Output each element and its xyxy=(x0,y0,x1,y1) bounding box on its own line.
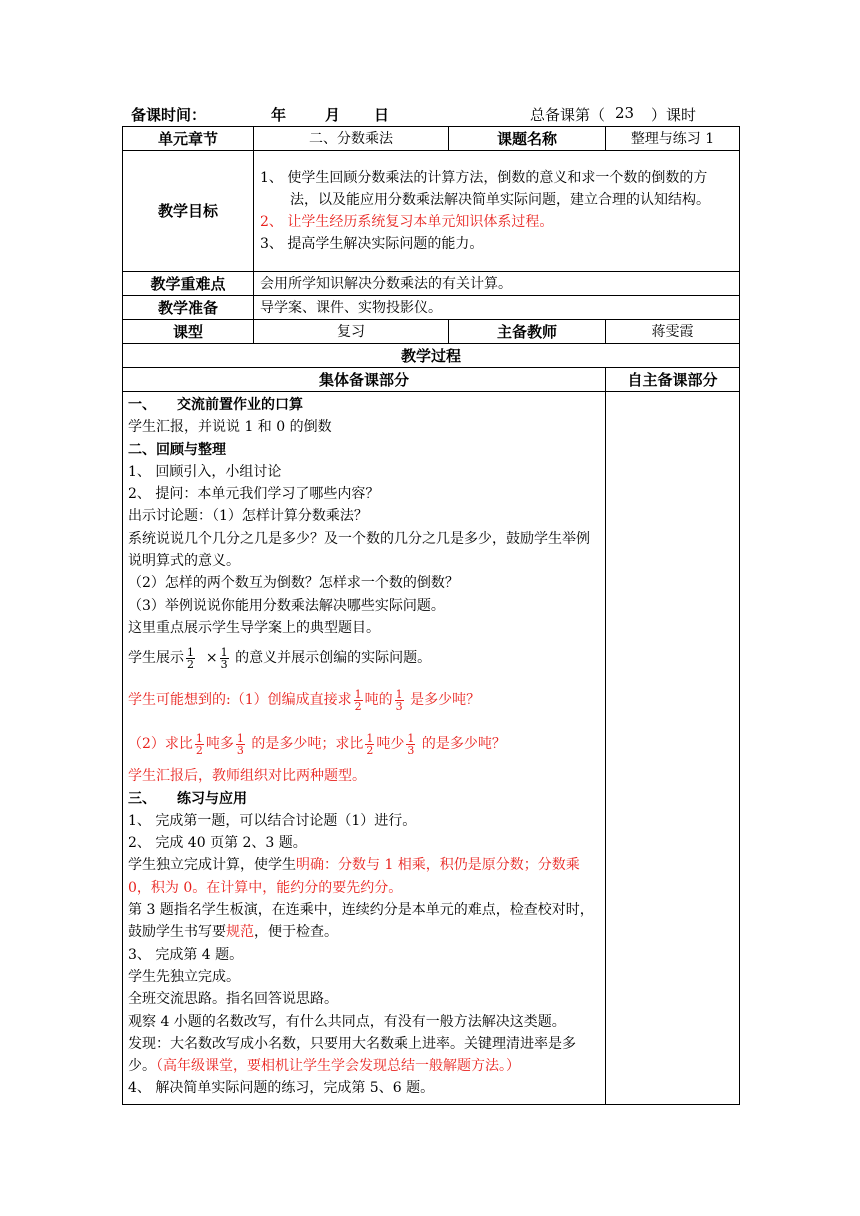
process-title: 教学过程 xyxy=(123,344,740,368)
text-segment: 学生独立完成计算，使学生 xyxy=(128,857,296,874)
fraction-denominator: 3 xyxy=(407,743,415,757)
text-line: 学生先独立完成。 xyxy=(128,968,240,985)
text-line: 全班交流思路。指名回答说思路。 xyxy=(128,991,338,1008)
fraction-numerator: 1 xyxy=(220,645,228,659)
unit-label: 单元章节 xyxy=(123,127,254,151)
fraction-denominator: 2 xyxy=(366,743,374,757)
fraction-denominator: 2 xyxy=(354,699,362,713)
text-line: 2、 提问：本单元我们学习了哪些内容？ xyxy=(128,486,380,503)
text-segment: 的意义并展示创编的实际问题。 xyxy=(235,650,432,667)
goals-label: 教学目标 xyxy=(123,151,254,272)
lesson-type-label: 课型 xyxy=(123,320,254,344)
fraction-denominator: 2 xyxy=(195,743,203,757)
text-line xyxy=(128,854,600,899)
text-segment: 是多少吨？ xyxy=(410,692,481,709)
text-line: （2）怎样的两个数互为倒数？怎样求一个数的倒数？ xyxy=(128,575,459,592)
lesson-plan-table xyxy=(122,126,740,1105)
text-segment: 吨多 xyxy=(205,736,234,753)
text-segment: 学生可能想到的:（1）创编成直接求 xyxy=(128,692,352,709)
fraction-line xyxy=(128,685,600,715)
text-line: （3）举例说说你能用分数乘法解决哪些实际问题。 xyxy=(128,597,445,614)
text-line: 1、 完成第一题，可以结合讨论题（1）进行。 xyxy=(128,812,417,829)
text-line: 观察 4 小题的名数改写，有什么共同点，有没有一般方法解决这类题。 xyxy=(128,1013,566,1030)
text-line: 1、 回顾引入，小组讨论 xyxy=(128,463,282,480)
lesson-type-row xyxy=(123,320,740,344)
group-prep-header: 集体备课部分 xyxy=(123,368,606,392)
fraction-numerator: 1 xyxy=(395,687,403,701)
fraction-one-half xyxy=(195,733,204,756)
text-line: 2、 完成 40 页第 2、3 题。 xyxy=(128,835,307,852)
lead-teacher-label: 主备教师 xyxy=(449,320,606,344)
text-segment: 吨少 xyxy=(376,736,405,753)
fraction-numerator: 1 xyxy=(195,731,203,745)
fraction-numerator: 1 xyxy=(407,731,415,745)
fraction-one-third xyxy=(236,733,245,756)
month-label: 月 xyxy=(325,106,341,124)
section-heading: 三、 练习与应用 xyxy=(128,790,247,807)
fraction-one-third xyxy=(220,647,229,670)
preparation-value: 导学案、课件、实物投影仪。 xyxy=(254,296,740,320)
times-symbol: × xyxy=(205,650,218,667)
section-heading: 二、回顾与整理 xyxy=(128,441,226,458)
self-prep-content xyxy=(606,392,740,1105)
fraction-numerator: 1 xyxy=(366,731,374,745)
unit-row xyxy=(123,127,740,151)
text-segment: （高年级课堂，要相机让学生学会发现总结一般解题方法。） xyxy=(156,1058,520,1075)
text-segment: 明确：分数与 1 相乘，积仍是原分数；分数乘 0，积为 0。在计算中，能约分的要先约分。 xyxy=(128,857,580,896)
text-line: 学生汇报，并说说 1 和 0 的倒数 xyxy=(128,419,332,436)
day-label: 日 xyxy=(374,106,390,124)
lesson-header xyxy=(131,104,731,126)
total-period-suffix: ）课时 xyxy=(651,106,697,124)
text-segment: ，便于检查。 xyxy=(254,924,338,941)
key-points-label: 教学重难点 xyxy=(123,272,254,296)
text-segment: 学生展示 xyxy=(128,650,184,667)
fraction-denominator: 2 xyxy=(187,657,194,671)
fraction-line xyxy=(128,643,600,673)
fraction-denominator: 3 xyxy=(395,699,403,713)
text-line xyxy=(128,1033,600,1078)
preparation-row xyxy=(123,296,740,320)
year-label: 年 xyxy=(271,106,287,124)
text-line: 3、 完成第 4 题。 xyxy=(128,946,244,963)
fraction-denominator: 3 xyxy=(220,657,228,671)
text-line: 系统说说几个几分之几是多少？及一个数的几分之几是多少，鼓励学生举例说明算式的意义。 xyxy=(128,530,590,570)
topic-label: 课题名称 xyxy=(449,127,606,151)
topic-value: 整理与练习 1 xyxy=(606,127,740,151)
goals-row xyxy=(123,151,740,272)
text-segment: 的是多少吨；求比 xyxy=(251,736,364,753)
goal-item: 3、 提高学生解决实际问题的能力。 xyxy=(260,235,484,252)
key-points-value: 会用所学知识解决分数乘法的有关计算。 xyxy=(254,272,740,296)
text-segment: 发现：大名数改写成小名数，只要用大名数乘上进率。关键理清进率是多少。 xyxy=(128,1035,576,1075)
goals-list xyxy=(254,151,740,272)
process-title-row xyxy=(123,344,740,368)
text-line: 学生汇报后，教师组织对比两种题型。 xyxy=(128,768,366,785)
group-prep-content xyxy=(123,392,606,1105)
text-segment: （2）求比 xyxy=(128,736,193,753)
fraction-one-third xyxy=(395,689,404,712)
unit-value: 二、分数乘法 xyxy=(254,127,449,151)
process-columns-row xyxy=(123,368,740,392)
preparation-label: 教学准备 xyxy=(123,296,254,320)
fraction-numerator: 1 xyxy=(354,687,362,701)
fraction-numerator: 1 xyxy=(187,645,194,659)
fraction-denominator: 3 xyxy=(236,743,244,757)
process-body-row xyxy=(123,392,740,1105)
fraction-one-half xyxy=(186,647,195,670)
fraction-one-half xyxy=(354,689,363,712)
text-segment: 规范 xyxy=(226,924,254,941)
fraction-line xyxy=(128,729,600,759)
goal-item: 2、 让学生经历系统复习本单元知识体系过程。 xyxy=(260,213,554,230)
section-heading: 一、 交流前置作业的口算 xyxy=(128,397,303,413)
total-period-number: 23 xyxy=(615,104,635,122)
fraction-one-third xyxy=(406,733,415,756)
total-period-prefix: 总备课第（ xyxy=(530,106,606,124)
prep-time-label: 备课时间： xyxy=(131,106,207,124)
goal-item: 1、 使学生回顾分数乘法的计算方法，倒数的意义和求一个数的倒数的方法，以及能应用分数乘法解决简单实际问题，建立合理的认知结构。 xyxy=(260,169,710,208)
text-segment: 吨的 xyxy=(364,692,393,709)
self-prep-header: 自主备课部分 xyxy=(606,368,740,392)
text-line: 这里重点展示学生导学案上的典型题目。 xyxy=(128,619,380,636)
lesson-type-value: 复习 xyxy=(254,320,449,344)
text-segment: 的是多少吨？ xyxy=(421,736,506,753)
lead-teacher-value: 蒋雯霞 xyxy=(606,320,740,344)
key-points-row xyxy=(123,272,740,296)
text-line: 4、 解决简单实际问题的练习，完成第 5、6 题。 xyxy=(128,1080,435,1097)
text-line: 出示讨论题：（1）怎样计算分数乘法？ xyxy=(128,508,368,525)
text-line xyxy=(128,899,600,944)
fraction-numerator: 1 xyxy=(236,731,244,745)
text-segment: 第 3 题指名学生板演，在连乘中，连续约分是本单元的难点，检查校对时，鼓励学生书写要 xyxy=(128,902,594,941)
fraction-one-half xyxy=(365,733,374,756)
